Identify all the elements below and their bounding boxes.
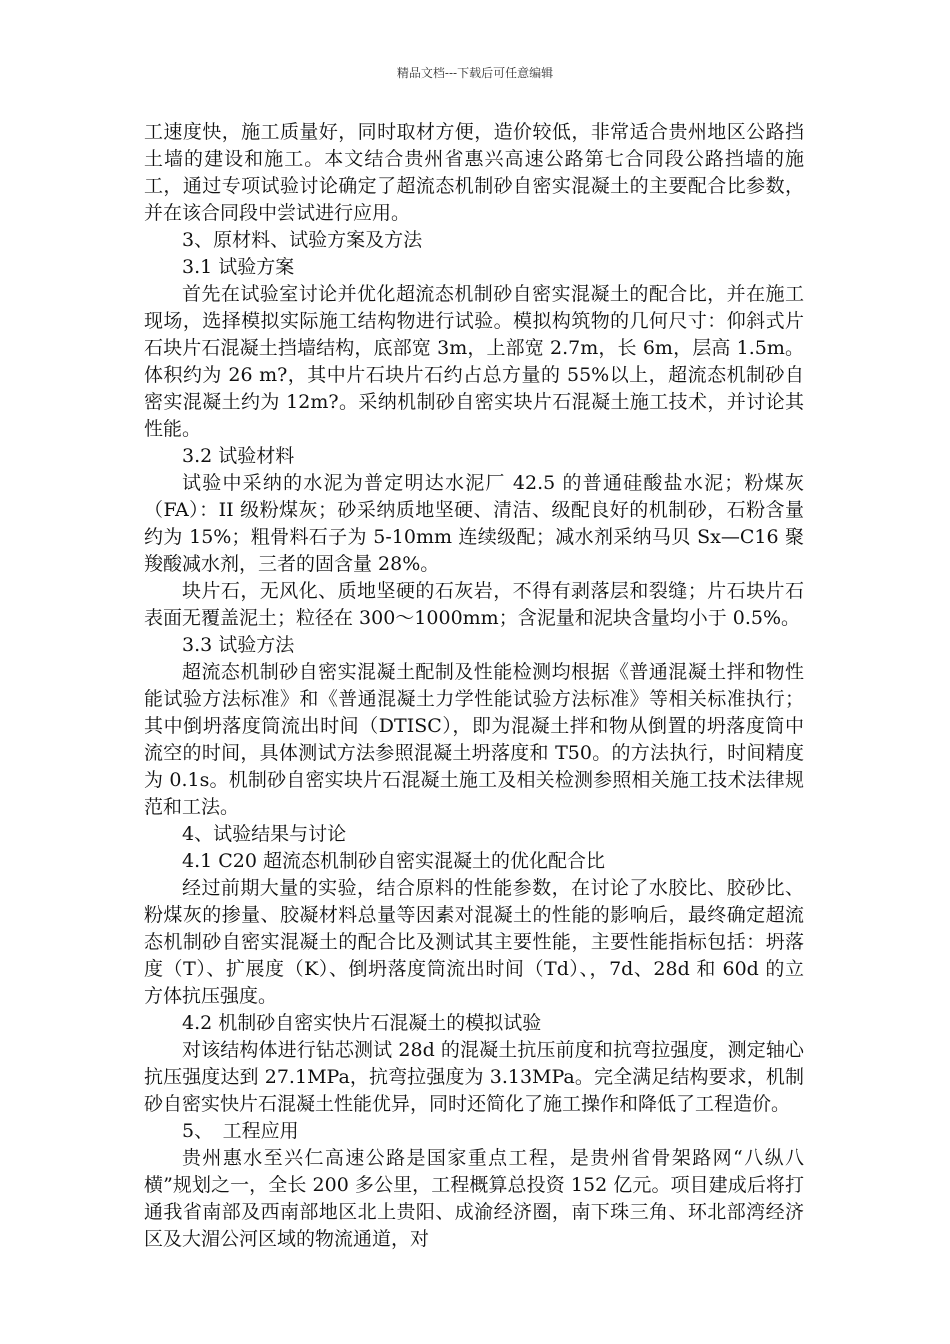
section-heading-3: 3、原材料、试验方案及方法: [182, 229, 423, 251]
subsection-heading-3-2: 3.2 试验材料: [182, 445, 295, 467]
section-heading-5: 5、 工程应用: [182, 1120, 299, 1142]
paragraph-intro-continued: 工速度快，施工质量好，同时取材方便，造价较低，非常适合贵州地区公路挡土墙的建设和施工。本文结合贵州省惠兴高速公路第七合同段公路挡墙的施工，通过专项试验讨论确定了超流态机制砂自密实混凝土的主要配合比参数，并在该合同段中尝试进行应用。: [144, 121, 804, 224]
subsection-heading-3-3: 3.3 试验方法: [182, 634, 295, 656]
paragraph-test-plan: 首先在试验室讨论并优化超流态机制砂自密实混凝土的配合比，并在施工现场，选择模拟实际施工结构物进行试验。模拟构筑物的几何尺寸：仰斜式片石块片石混凝土挡墙结构，底部宽 3m，上部宽 2.7m，长 6m，层高 1.5m。体积约为 26 m?，其中片石块片石约占总方量的 55%以上，超流态机制砂自密实混凝土约为 12m?。采纳机制砂自密实块片石混凝土施工技术，并讨论其性能。: [144, 283, 804, 440]
paragraph-optimized-mix: 经过前期大量的实验，结合原料的性能参数，在讨论了水胶比、胶砂比、粉煤灰的掺量、胶凝材料总量等因素对混凝土的性能的影响后，最终确定超流态机制砂自密实混凝土的配合比及测试其主要性能，主要性能指标包括：坍落度（T）、扩展度（K）、倒坍落度筒流出时间（Td）、，7d、28d 和 60d 的立方体抗压强度。: [144, 877, 804, 1007]
document-body: [144, 119, 804, 1253]
paragraph-block-stone: 块片石，无风化、质地坚硬的石灰岩，不得有剥落层和裂缝；片石块片石表面无覆盖泥土；粒径在 300～1000mm；含泥量和泥块含量均小于 0.5%。: [144, 580, 804, 629]
paragraph-simulation-test: 对该结构体进行钻芯测试 28d 的混凝土抗压前度和抗弯拉强度，测定轴心抗压强度达到 27.1MPa，抗弯拉强度为 3.13MPa。完全满足结构要求，机制砂自密实快片石混凝土性能优异，同时还简化了施工操作和降低了工程造价。: [144, 1039, 804, 1115]
subsection-heading-4-1: 4.1 C20 超流态机制砂自密实混凝土的优化配合比: [182, 850, 606, 872]
paragraph-test-materials: 试验中采纳的水泥为普定明达水泥厂 42.5 的普通硅酸盐水泥；粉煤灰（FA）：II 级粉煤灰；砂采纳质地坚硬、清洁、级配良好的机制砂，石粉含量约为 15%；粗骨料石子为 5-10mm 连续级配；减水剂采纳马贝 Sx—C16 聚羧酸减水剂，三者的固含量 28%。: [144, 472, 804, 575]
subsection-heading-4-2: 4.2 机制砂自密实快片石混凝土的模拟试验: [182, 1012, 542, 1034]
paragraph-engineering-application: 贵州惠水至兴仁高速公路是国家重点工程，是贵州省骨架路网“八纵八横”规划之一，全长 200 多公里，工程概算总投资 152 亿元。项目建成后将打通我省南部及西南部地区北上贵阳、成渝经济圈，南下珠三角、环北部湾经济区及大湄公河区域的物流通道，对: [144, 1147, 804, 1250]
section-heading-4: 4、试验结果与讨论: [182, 823, 347, 845]
page-header: 精品文档---下载后可任意编辑: [396, 66, 554, 80]
subsection-heading-3-1: 3.1 试验方案: [182, 256, 295, 278]
paragraph-test-method: 超流态机制砂自密实混凝土配制及性能检测均根据《普通混凝土拌和物性能试验方法标准》和《普通混凝土力学性能试验方法标准》等相关标准执行；其中倒坍落度筒流出时间（DTISC），即为混凝土拌和物从倒置的坍落度筒中流空的时间，具体测试方法参照混凝土坍落度和 T50。的方法执行，时间精度为 0.1s。机制砂自密实块片石混凝土施工及相关检测参照相关施工技术法律规范和工法。: [144, 661, 804, 818]
